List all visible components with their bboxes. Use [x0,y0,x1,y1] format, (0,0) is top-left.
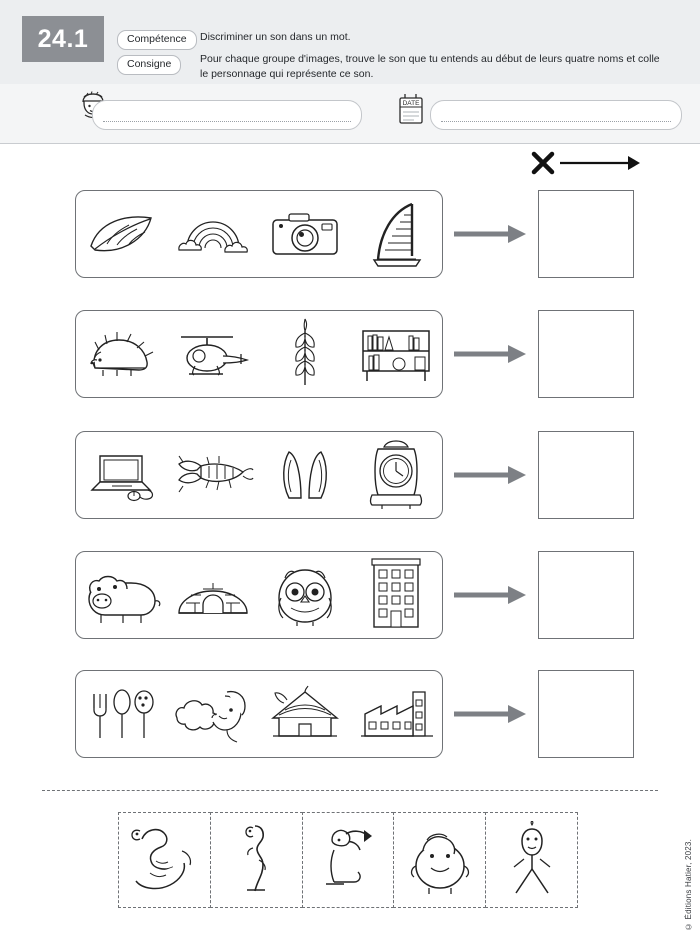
buisson-enfant-icon [171,676,255,752]
usine-icon [354,676,438,752]
personnage-jambes-ecartees-icon[interactable] [485,812,578,908]
consigne-text: Pour chaque groupe d'images, trouve le son que tu entends au début de leurs quatre noms et colle le personnage qui représente ce son. [200,53,660,81]
cutout-strip [118,812,582,908]
arc-en-ciel-icon [171,196,255,272]
appareil-photo-icon [263,196,347,272]
date-sheet-icon [396,92,426,126]
svg-text:DATE: DATE [402,100,420,107]
date-input[interactable] [430,100,682,130]
feuille-icon [80,196,164,272]
hippopotame-icon [80,557,164,633]
copyright-text: © Éditions Hatier, 2023. [684,838,693,931]
exercise-row [0,551,700,649]
etagere-icon [354,316,438,392]
helicoptere-icon [171,316,255,392]
igloo-icon [171,557,255,633]
personnage-rond-icon[interactable] [393,812,486,908]
row-arrow-icon [452,342,528,366]
exercise-row [0,190,700,288]
homard-icon [171,437,255,513]
name-dotted-line [103,121,351,122]
ustensiles-icon [80,676,164,752]
date-dotted-line [441,121,671,122]
personnage-debout-icon[interactable] [210,812,303,908]
cross-arrow-marker-icon [528,148,642,178]
exercise-row [0,431,700,529]
image-group-row-2 [75,310,443,398]
exercise-row [0,310,700,408]
row-arrow-icon [452,702,528,726]
image-group-row-3 [75,431,443,519]
ordinateur-icon [80,437,164,513]
image-group-row-1 [75,190,443,278]
competence-tag: Compétence [117,30,197,50]
hibou-icon [263,557,347,633]
horloge-icon [354,437,438,513]
oreilles-icon [263,437,347,513]
herisson-icon [80,316,164,392]
exercise-number-badge: 24.1 [22,16,104,62]
immeuble-icon [354,557,438,633]
exercise-row [0,670,700,768]
epi-de-ble-icon [263,316,347,392]
row-arrow-icon [452,222,528,246]
hutte-icon [263,676,347,752]
answer-box-row-3[interactable] [538,431,634,519]
image-group-row-5 [75,670,443,758]
answer-box-row-2[interactable] [538,310,634,398]
competence-text: Discriminer un son dans un mot. [200,31,351,43]
page-header [0,0,700,84]
answer-box-row-5[interactable] [538,670,634,758]
student-name-input[interactable] [92,100,362,130]
consigne-tag: Consigne [117,55,181,75]
row-arrow-icon [452,583,528,607]
band-separator [0,143,700,144]
personnage-assis-icon[interactable] [302,812,395,908]
row-arrow-icon [452,463,528,487]
personnage-serpent-icon[interactable] [118,812,211,908]
harpe-icon [354,196,438,272]
image-group-row-4 [75,551,443,639]
answer-box-row-4[interactable] [538,551,634,639]
cut-dashed-line [42,790,658,791]
answer-box-row-1[interactable] [538,190,634,278]
